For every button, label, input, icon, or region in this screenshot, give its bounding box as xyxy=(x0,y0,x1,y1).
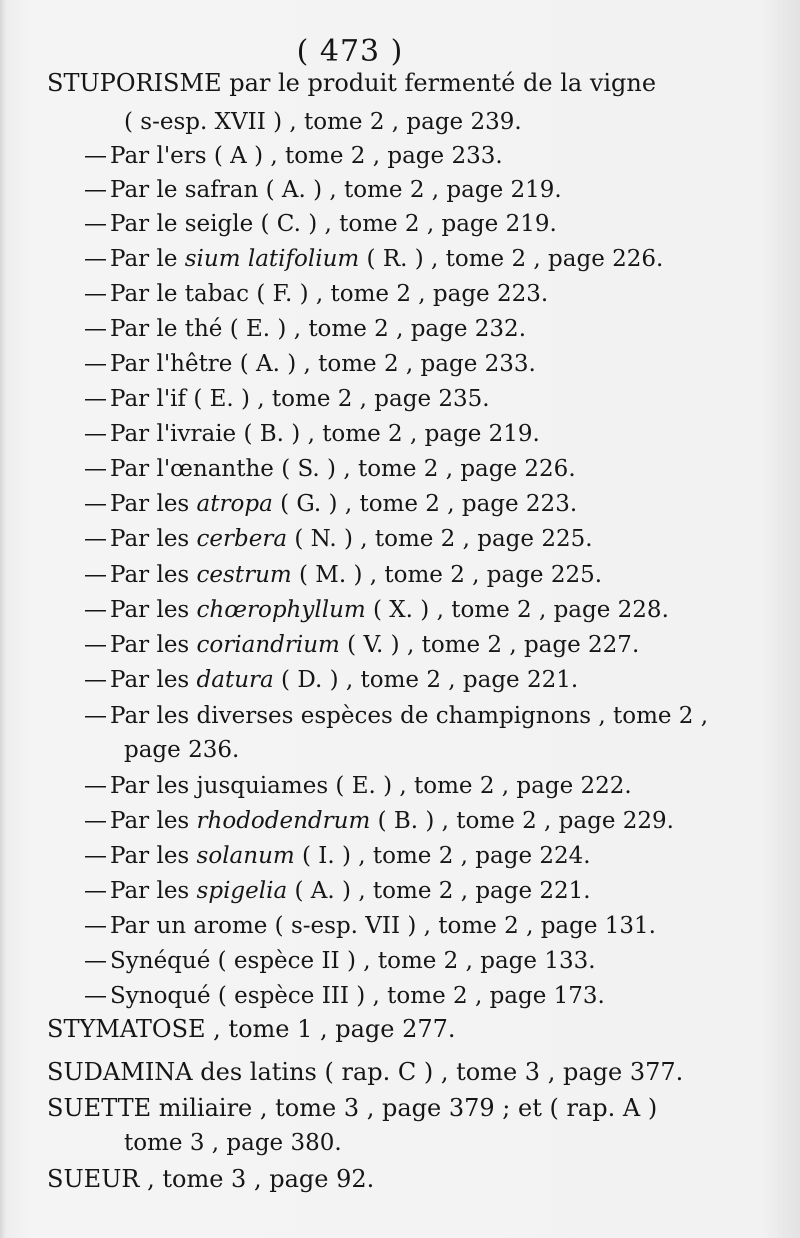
entry-text: ( R. ) , tome 2 , page 226. xyxy=(359,246,664,272)
latin-name: sium latifolium xyxy=(184,246,360,272)
latin-name: cerbera xyxy=(196,526,288,552)
dash-mark xyxy=(84,665,110,695)
entry-text: Synoqué ( espèce III ) , tome 2 , page 173. xyxy=(110,983,605,1009)
sub-entry xyxy=(84,419,540,449)
latin-name: atropa xyxy=(196,491,273,517)
entry-text: ( V. ) , tome 2 , page 227. xyxy=(339,632,640,658)
dash-mark xyxy=(84,771,110,801)
entry-continuation xyxy=(124,107,522,137)
dash-mark xyxy=(84,209,110,239)
sub-entry xyxy=(84,244,663,274)
entry-text: ( G. ) , tome 2 , page 223. xyxy=(272,491,578,517)
sub-entry xyxy=(84,701,708,731)
latin-name: cestrum xyxy=(196,562,292,588)
dash-mark xyxy=(84,175,110,205)
latin-name: coriandrium xyxy=(196,632,340,658)
entry-text: ( I. ) , tome 2 , page 224. xyxy=(294,843,591,869)
dash-mark xyxy=(84,279,110,309)
entry-continuation xyxy=(124,1128,342,1158)
entry-text: ( A. ) , tome 2 , page 221. xyxy=(287,878,591,904)
latin-name: datura xyxy=(196,667,274,693)
entry-text: SUEUR , tome 3 , page 92. xyxy=(47,1165,375,1193)
latin-name: chœrophyllum xyxy=(196,597,366,623)
sub-entry xyxy=(84,981,605,1011)
entry-text: Par les jusquiames ( E. ) , tome 2 , page 222. xyxy=(110,773,632,799)
entry-text: Par les xyxy=(110,878,197,904)
dash-mark xyxy=(84,876,110,906)
entry-text: Par le thé ( E. ) , tome 2 , page 232. xyxy=(110,316,526,342)
entry-text: Par le safran ( A. ) , tome 2 , page 219. xyxy=(110,177,562,203)
dash-mark xyxy=(84,141,110,171)
dash-mark xyxy=(84,595,110,625)
dash-mark xyxy=(84,946,110,976)
entry-text: Par les xyxy=(110,843,197,869)
dash-mark xyxy=(84,314,110,344)
page-number: ( 473 ) xyxy=(296,34,404,69)
entry-continuation xyxy=(124,735,239,765)
latin-name: spigelia xyxy=(196,878,288,904)
dash-mark xyxy=(84,560,110,590)
entry-text: Par l'if ( E. ) , tome 2 , page 235. xyxy=(110,386,490,412)
dash-mark xyxy=(84,244,110,274)
entry-head xyxy=(47,68,656,98)
sub-entry xyxy=(84,771,632,801)
sub-entry xyxy=(84,560,602,590)
entry-text: Par les diverses espèces de champignons , tome 2 , xyxy=(110,703,709,729)
sub-entry xyxy=(84,141,503,171)
sub-entry xyxy=(84,911,656,941)
entry-text: Par l'ivraie ( B. ) , tome 2 , page 219. xyxy=(110,421,540,447)
sub-entry xyxy=(84,524,593,554)
dash-mark xyxy=(84,489,110,519)
entry-text: ( B. ) , tome 2 , page 229. xyxy=(370,808,674,834)
entry-text: tome 3 , page 380. xyxy=(124,1130,342,1156)
dash-mark xyxy=(84,911,110,941)
sub-entry xyxy=(84,175,562,205)
entry-text: Par les xyxy=(110,597,197,623)
sub-entry xyxy=(84,595,669,625)
entry-text: Par le seigle ( C. ) , tome 2 , page 219. xyxy=(110,211,557,237)
entry-text: Par les xyxy=(110,808,197,834)
entry-text: Par les xyxy=(110,667,197,693)
entry-text: Par l'œnanthe ( S. ) , tome 2 , page 226. xyxy=(110,456,576,482)
entry-text: Par les xyxy=(110,632,197,658)
dash-mark xyxy=(84,981,110,1011)
sub-entry xyxy=(84,384,490,414)
entry-head xyxy=(47,1057,683,1087)
sub-entry xyxy=(84,841,591,871)
dash-mark xyxy=(84,384,110,414)
dash-mark xyxy=(84,701,110,731)
entry-text: SUDAMINA des latins ( rap. C ) , tome 3 , page 377. xyxy=(47,1058,684,1086)
sub-entry xyxy=(84,209,557,239)
dash-mark xyxy=(84,454,110,484)
dash-mark xyxy=(84,630,110,660)
entry-text: ( s-esp. XVII ) , tome 2 , page 239. xyxy=(124,109,522,135)
entry-head xyxy=(47,1014,456,1044)
entry-text: page 236. xyxy=(124,737,240,763)
entry-text: ( M. ) , tome 2 , page 225. xyxy=(291,562,603,588)
entry-text: ( X. ) , tome 2 , page 228. xyxy=(365,597,669,623)
sub-entry xyxy=(84,349,536,379)
latin-name: solanum xyxy=(196,843,295,869)
entry-text: SUETTE miliaire , tome 3 , page 379 ; et ( rap. A ) xyxy=(47,1094,658,1122)
entry-text: STYMATOSE , tome 1 , page 277. xyxy=(47,1015,456,1043)
entry-text: Par l'hêtre ( A. ) , tome 2 , page 233. xyxy=(110,351,536,377)
latin-name: rhododendrum xyxy=(196,808,371,834)
sub-entry xyxy=(84,454,576,484)
entry-text: Par un arome ( s-esp. VII ) , tome 2 , page 131. xyxy=(110,913,656,939)
entry-text: ( D. ) , tome 2 , page 221. xyxy=(273,667,579,693)
sub-entry xyxy=(84,489,577,519)
entry-head xyxy=(47,1164,374,1194)
dash-mark xyxy=(84,524,110,554)
sub-entry xyxy=(84,314,526,344)
sub-entry xyxy=(84,806,674,836)
sub-entry xyxy=(84,279,548,309)
entry-text: Par le tabac ( F. ) , tome 2 , page 223. xyxy=(110,281,549,307)
sub-entry xyxy=(84,665,578,695)
entry-text: Par le xyxy=(110,246,185,272)
dash-mark xyxy=(84,841,110,871)
entry-text: Par les xyxy=(110,526,197,552)
entry-text: ( N. ) , tome 2 , page 225. xyxy=(287,526,593,552)
dash-mark xyxy=(84,349,110,379)
entry-text: Synéqué ( espèce II ) , tome 2 , page 133. xyxy=(110,948,596,974)
entry-text: Par l'ers ( A ) , tome 2 , page 233. xyxy=(110,143,503,169)
entry-text: Par les xyxy=(110,562,197,588)
entry-head xyxy=(47,1093,657,1123)
sub-entry xyxy=(84,876,591,906)
dash-mark xyxy=(84,419,110,449)
entry-text: Par les xyxy=(110,491,197,517)
dash-mark xyxy=(84,806,110,836)
sub-entry xyxy=(84,630,639,660)
sub-entry xyxy=(84,946,596,976)
entry-text: STUPORISME par le produit fermenté de la vigne xyxy=(47,69,657,97)
